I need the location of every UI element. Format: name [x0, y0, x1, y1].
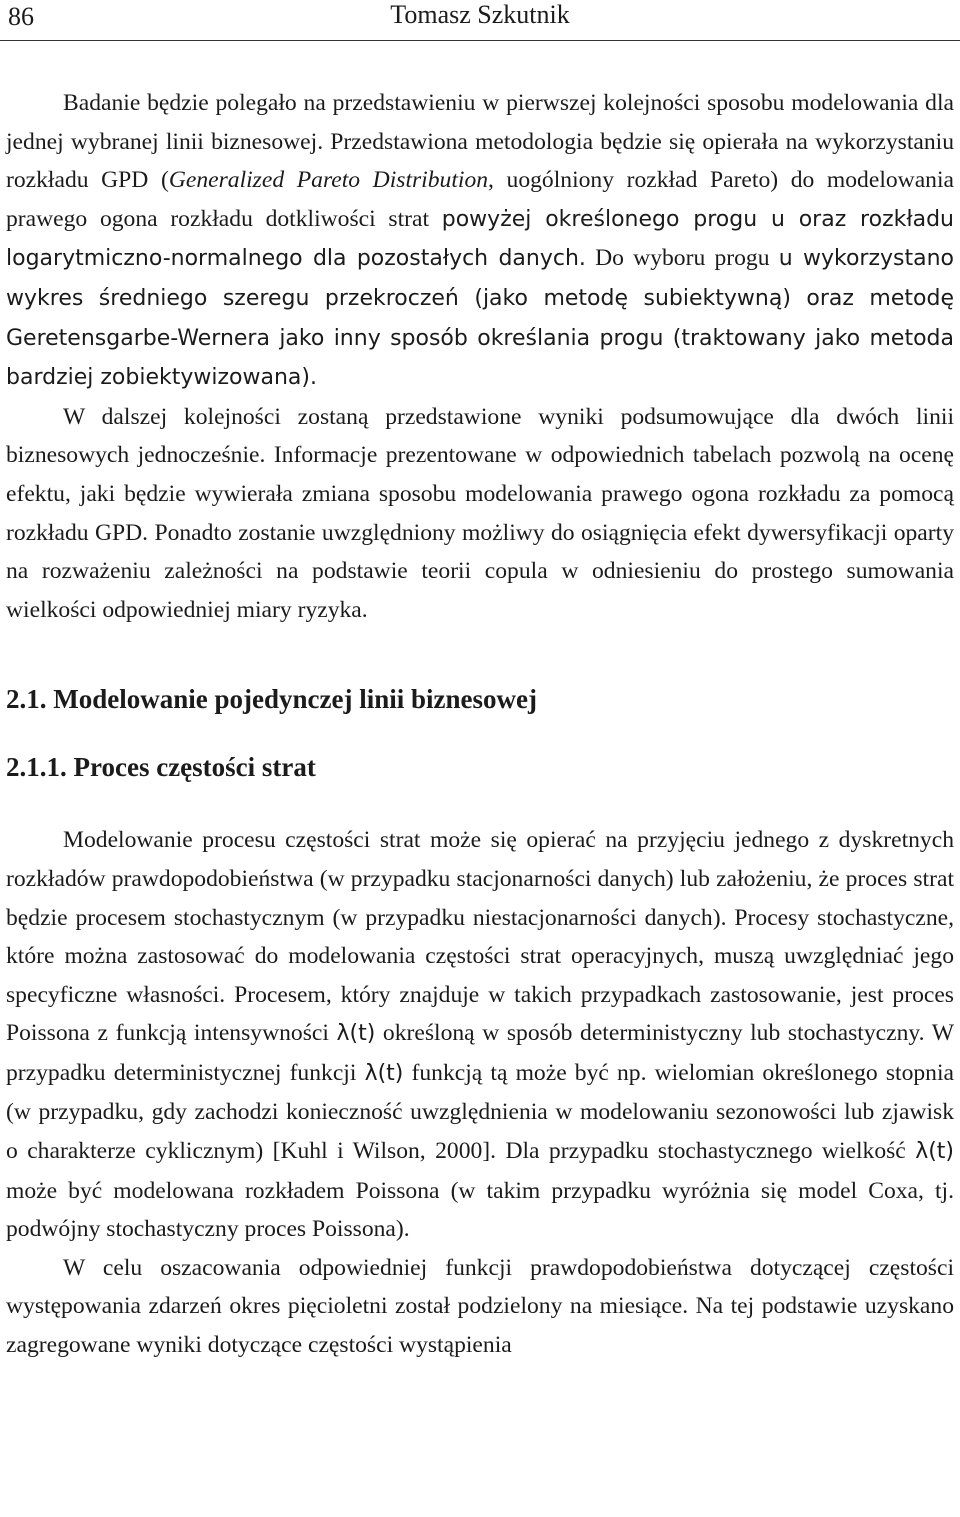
paragraph-intro-text-b: , uogólniony rozkład Pareto) do modelowania prawego ogona rozkładu dotkliwości strat — [6, 167, 955, 232]
paragraph-intro-text-a: Badanie będzie polegało na przedstawieniu w pierwszej kolejności sposobu modelowania dla jednej wybranej linii biznesowej. Przedstawiona metodologia będzie się opierała na wykorzystaniu rozkładu GPD ( — [6, 90, 954, 194]
paragraph-intro-text-c: Do wyboru progu — [585, 245, 779, 272]
page-body — [6, 84, 954, 1365]
section-title: Modelowanie pojedynczej linii biznesowej — [53, 684, 537, 715]
lambda-symbol: λ(t) — [915, 1139, 954, 1165]
page-header — [0, 0, 960, 41]
paragraph-intro — [6, 84, 954, 398]
paragraph-intro-sans-b: u wykorzystano wykres średniego szeregu przekroczeń (jako metodę subiektywną) oraz metodę Geretensgarbe-Wernera jako inny sposób określania progu (traktowany jako metoda bardziej zobiektywizowana). — [6, 246, 955, 391]
paragraph-frequency-text-c: funkcją tą może być np. wielomian określonego stopnia (w przypadku, gdy zachodzi konieczność uwzględnienia w modelowaniu sezonowości lub zjawisk o charakterze cyklicznym) [Kuhl i Wilson, 2000]. Dla przypadku stochastycznego wielkość — [6, 1059, 954, 1165]
subsection-title: Proces częstości strat — [73, 752, 316, 783]
lambda-symbol: λ(t) — [336, 1021, 376, 1047]
section-heading — [6, 683, 954, 715]
subsection-heading — [6, 751, 954, 783]
paragraph-frequency-process — [6, 821, 954, 1249]
paragraph-intro-sans-a: powyżej określonego progu u oraz rozkładu logarytmiczno-normalnego dla pozostałych danych. — [6, 206, 955, 272]
section-number: 2.1. — [6, 684, 47, 715]
paragraph-frequency-text-a: Modelowanie procesu częstości strat może się opierać na przyjęciu jednego z dyskretnych rozkładów prawdopodobieństwa (w przypadku stacjonarności danych) lub założeniu, że proces strat będzie procesem stochastycznym (w przypadku niestacjonarności danych). Procesy stochastyczne, które można zastosować do modelowania częstości strat operacyjnych, muszą uwzględniać jego specyficzne własności. Procesem, który znajduje w takich przypadkach zastosowanie, jest proces Poissona z funkcją intensywności — [6, 827, 954, 1047]
subsection-number: 2.1.1. — [6, 752, 67, 783]
running-head-author: Tomasz Szkutnik — [390, 0, 570, 29]
paragraph-frequency-text-d: może być modelowana rozkładem Poissona (w takim przypadku wyróżnia się model Coxa, tj. podwójny stochastyczny proces Poissona). — [6, 1177, 954, 1243]
paragraph-intro-italic-term: Generalized Pareto Distribution — [168, 167, 489, 194]
page-number: 86 — [8, 2, 34, 31]
paragraph-summary: W dalszej kolejności zostaną przedstawione wyniki podsumowujące dla dwóch linii biznesowych jednocześnie. Informacje prezentowane w odpowiednich tabelach pozwolą na ocenę efektu, jaki będzie wywierała zmiana sposobu modelowania prawego ogona rozkładu za pomocą rozkładu GPD. Ponadto zostanie uwzględniony możliwy do osiągnięcia efekt dywersyfikacji oparty na rozważeniu zależności na podstawie teorii copula w odniesieniu do prostego sumowania wielkości odpowiedniej miary ryzyka. — [6, 403, 954, 623]
lambda-symbol: λ(t) — [364, 1060, 404, 1086]
paragraph-estimation: W celu oszacowania odpowiedniej funkcji prawdopodobieństwa dotyczącej częstości występowania zdarzeń okres pięcioletni został podzielony na miesiące. Na tej podstawie uzyskano zagregowane wyniki dotyczące częstości wystąpienia — [6, 1254, 954, 1359]
paragraph-frequency-text-b: określoną w sposób deterministyczny lub stochastyczny. W przypadku deterministycznej funkcji — [6, 1020, 955, 1086]
